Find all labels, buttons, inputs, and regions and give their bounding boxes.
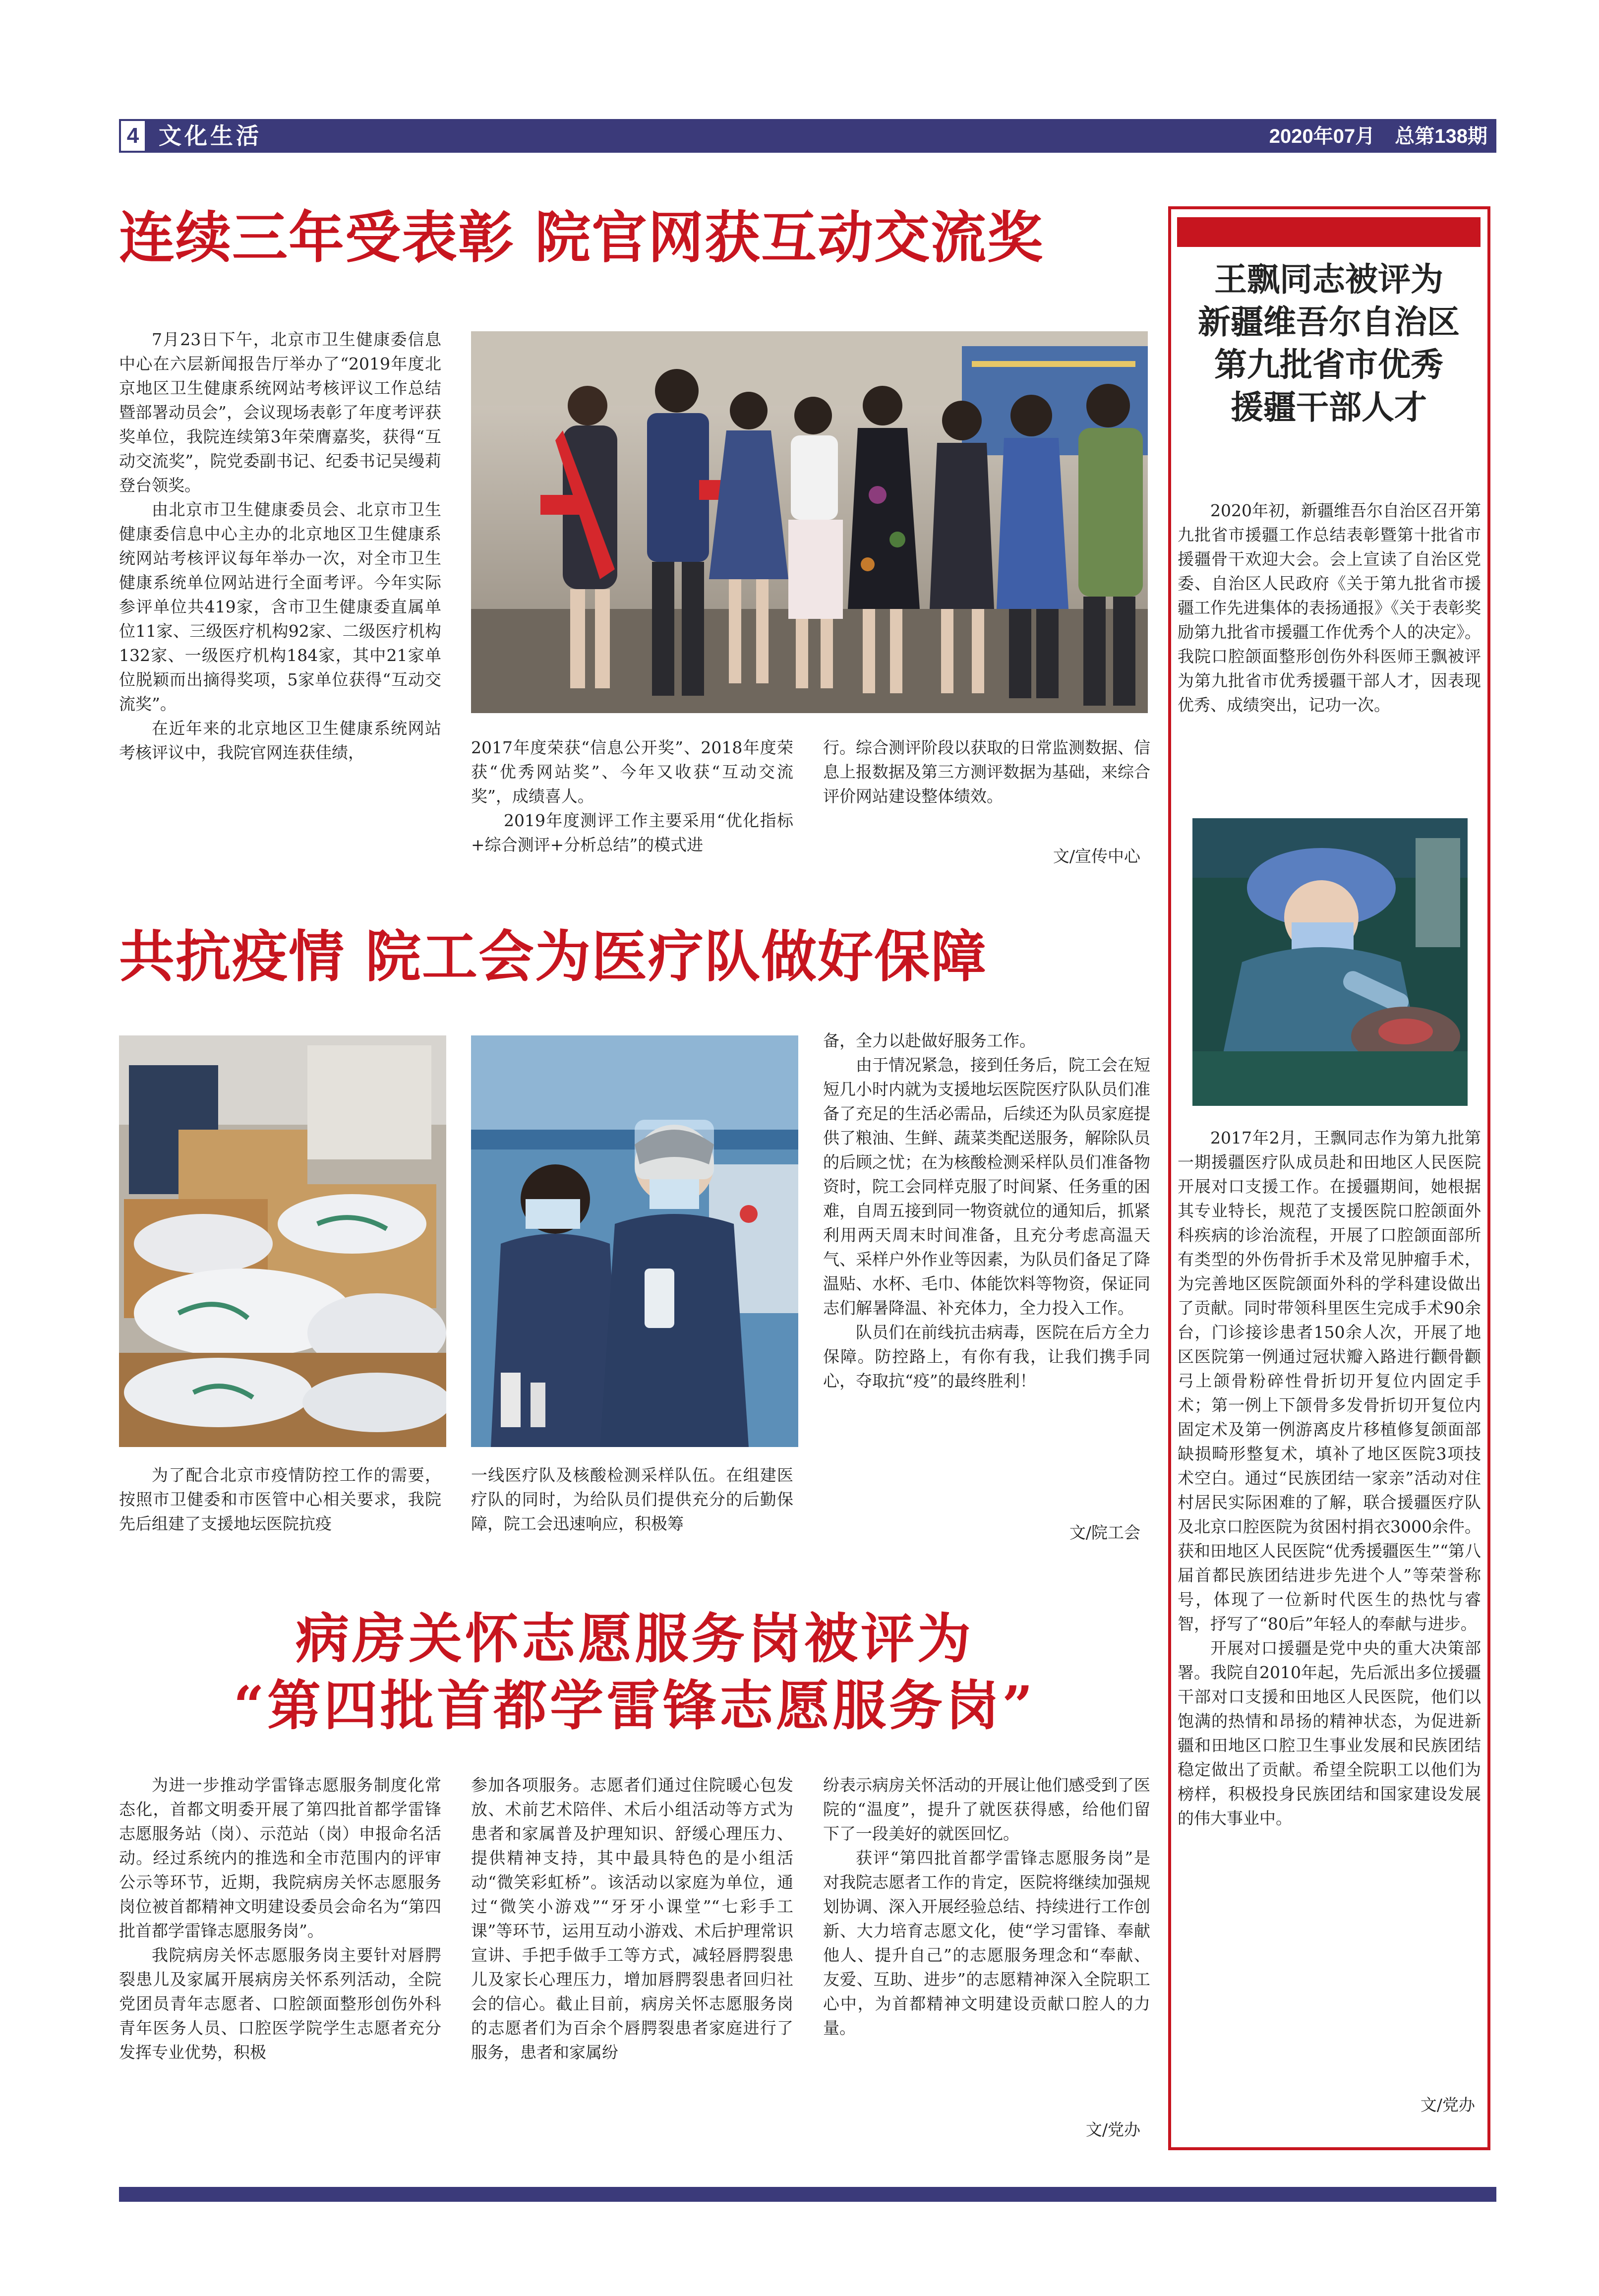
issue-info: 2020年07月 总第138期 xyxy=(1269,125,1487,147)
supplies-boxes-photo xyxy=(119,1035,446,1447)
sidebar-title xyxy=(1170,258,1487,428)
article3-title-line2: “第四批首都学雷锋志愿服务岗” xyxy=(233,1675,1036,1737)
article3-col1-p2: 我院病房关怀志愿服务岗主要针对唇腭裂患儿及家属开展病房关怀系列活动，全院党团员青年志愿者、口腔颌面整形创伤外科青年医务人员、口腔医学院学生志愿者充分发挥专业优势，积极 xyxy=(119,1945,441,2062)
article2-col3 xyxy=(823,1028,1150,1393)
sidebar-top-bar xyxy=(1177,217,1481,247)
article1-col1 xyxy=(119,327,441,765)
sidebar-title-line2: 新疆维吾尔自治区 xyxy=(1198,302,1460,341)
article1-byline: 文/宣传中心 xyxy=(1053,846,1140,866)
page-number: 4 xyxy=(119,119,147,153)
sidebar-byline: 文/党办 xyxy=(1420,2095,1475,2115)
article3-byline: 文/党办 xyxy=(1085,2120,1140,2139)
award-ceremony-photo xyxy=(471,331,1148,713)
article2-title: 共抗疫情 院工会为医疗队做好保障 xyxy=(119,924,987,989)
article1-col1-p1: 7月23日下午，北京市卫生健康委信息中心在六层新闻报告厅举办了“2019年度北京地区卫生健康系统网站考核评议工作总结暨部署动员会”，会议现场表彰了年度考评获奖单位，我院连续第3年荣膺嘉奖，获得“互动交流奖”，院党委副书记、纪委书记吴缦莉登台领奖。 xyxy=(119,330,441,495)
article2-col2-p1: 一线医疗队及核酸检测采样队伍。在组建医疗队的同时，为给队员们提供充分的后勤保障，院工会迅速响应，积极筹 xyxy=(471,1465,793,1533)
sidebar-title-line4: 援疆干部人才 xyxy=(1231,388,1427,426)
article1-col3 xyxy=(823,735,1150,808)
article1-col2-p1: 2017年度荣获“信息公开奖”、2018年度荣获“优秀网站奖”、今年又收获“互动交流奖”，成绩喜人。 xyxy=(471,738,793,806)
article2-col3-p2: 由于情况紧急，接到任务后，院工会在短短几小时内就为支援地坛医院医疗队队员们准备了充足的生活必需品，后续还为队员家庭提供了粮油、生鲜、蔬菜类配送服务，解除队员的后顾之忧；在为核酸检测采样队员们准备物资时，院工会同样克服了时间紧、任务重的困难，自周五接到同一物资就位的通知后，抓紧利用两天周末时间准备，且充分考虑高温天气、采样户外作业等因素，为队员们备足了降温贴、水杯、毛巾、体能饮料等物资，保证同志们解暑降温、补充体力，全力投入工作。 xyxy=(823,1055,1150,1318)
article3-col2 xyxy=(471,1773,793,2064)
article2-col3-p3: 队员们在前线抗击病毒，医院在后方全力保障。防控路上，有你有我，让我们携手同心，夺取抗“疫”的最终胜利！ xyxy=(823,1323,1150,1390)
article3-col1 xyxy=(119,1773,441,2064)
article2-byline: 文/院工会 xyxy=(1069,1523,1140,1542)
article1-col3-p1: 行。综合测评阶段以获取的日常监测数据、信息上报数据及第三方测评数据为基础，来综合评价网站建设整体绩效。 xyxy=(823,738,1150,806)
article3-col3-p2: 获评“第四批首都学雷锋志愿服务岗”是对我院志愿者工作的肯定，医院将继续加强规划协调、深入开展经验总结、持续进行工作创新、大力培育志愿文化，使“学习雷锋、奉献他人、提升自己”的志愿服务理念和“奉献、友爱、互助、进步”的志愿精神深入全院职工心中，为首都精神文明建设贡献口腔人的力量。 xyxy=(823,1848,1150,2038)
sidebar-para2 xyxy=(1178,1126,1481,1830)
sidebar-para2-p1: 2017年2月，王飘同志作为第九批第一期援疆医疗队成员赴和田地区人民医院开展对口支援工作。在援疆期间，她根据其专业特长，规范了支援医院口腔颌面外科疾病的诊治流程，开展了口腔颌面部所有类型的外伤骨折手术及常见肿瘤手术，为完善地区医院颌面外科的学科建设做出了贡献。同时带领科里医生完成手术90余台，门诊接诊患者150余人次，开展了地区医院第一例通过冠状瓣入路进行颧骨颧弓上颌骨粉碎性骨折切开复位内固定手术；第一例上下颌骨多发骨折切开复位内固定术及第一例游离皮片移植修复颌面部缺损畸形整复术，填补了地区医院3项技术空白。通过“民族团结一家亲”活动对住村居民实际困难的了解，联合援疆医疗队及北京口腔医院为贫困村捐衣3000余件。获和田地区人民医院“优秀援疆医生”“第八届首都民族团结进步先进个人”等荣誉称号，体现了一位新时代医生的热忱与睿智，抒写了“80后”年轻人的奉献与进步。 xyxy=(1178,1128,1481,1633)
sidebar-para1 xyxy=(1178,498,1481,717)
article1-col2-p2: 2019年度测评工作主要采用“优化指标+综合测评+分析总结”的模式进 xyxy=(471,811,793,854)
article1-title: 连续三年受表彰 院官网获互动交流奖 xyxy=(119,205,1044,270)
article2-col1-p1: 为了配合北京市疫情防控工作的需要，按照市卫健委和市医管中心相关要求，我院先后组建了支援地坛医院抗疫 xyxy=(119,1465,441,1533)
article3-col2-p1: 参加各项服务。志愿者们通过住院暖心包发放、术前艺术陪伴、术后小组活动等方式为患者和家属普及护理知识、舒缓心理压力、提供精神支持，其中最具特色的是小组活动“微笑彩虹桥”。该活动以家庭为单位，通过“微笑小游戏”“牙牙小课堂”“七彩手工课”等环节，运用互动小游戏、术后护理常识宣讲、手把手做手工等方式，减轻唇腭裂患儿及家长心理压力，增加唇腭裂患者回归社会的信心。截止目前，病房关怀志愿服务岗的志愿者们为百余个唇腭裂患者家庭进行了服务，患者和家属纷 xyxy=(471,1775,793,2062)
surgeon-photo xyxy=(1192,818,1468,1106)
section-name: 文化生活 xyxy=(159,122,262,149)
article2-col1 xyxy=(119,1463,441,1536)
article3-col1-p1: 为进一步推动学雷锋志愿服务制度化常态化，首都文明委开展了第四批首都学雷锋志愿服务站（岗）、示范站（岗）申报命名活动。经过系统内的推选和全市范围内的评审公示等环节，近期，我院病房关怀志愿服务岗位被首都精神文明建设委员会命名为“第四批首都学雷锋志愿服务岗”。 xyxy=(119,1775,441,1940)
sidebar-title-line1: 王飘同志被评为 xyxy=(1214,260,1443,299)
footer-bar xyxy=(119,2187,1496,2202)
article2-col3-p1: 备，全力以赴做好服务工作。 xyxy=(823,1031,1036,1050)
sidebar-para1-p1: 2020年初，新疆维吾尔自治区召开第九批省市援疆工作总结表彰暨第十批省市援疆骨干欢迎大会。会上宣读了自治区党委、自治区人民政府《关于第九批省市援疆工作先进集体的表扬通报》《关于表彰奖励第九批省市援疆工作优秀个人的决定》。我院口腔颌面整形创伤外科医师王飘被评为第九批省市优秀援疆干部人才，因表现优秀、成绩突出，记功一次。 xyxy=(1178,501,1481,715)
medical-team-photo xyxy=(471,1035,798,1447)
article3-col3 xyxy=(823,1773,1150,2040)
article1-col1-p2: 由北京市卫生健康委员会、北京市卫生健康委信息中心主办的北京地区卫生健康系统网站考核评议每年举办一次，对全市卫生健康系统单位网站进行全面考评。今年实际参评单位共419家，含市卫生健康委直属单位11家、三级医疗机构92家、二级医疗机构132家、一级医疗机构184家，其中21家单位脱颖而出摘得奖项，5家单位获得“互动交流奖”。 xyxy=(119,500,441,714)
article3-title-line1: 病房关怀志愿服务岗被评为 xyxy=(295,1608,974,1670)
sidebar-title-line3: 第九批省市优秀 xyxy=(1214,345,1443,384)
article1-col1-p3: 在近年来的北京地区卫生健康系统网站考核评议中，我院官网连获佳绩， xyxy=(119,719,441,762)
sidebar-para2-p2: 开展对口援疆是党中央的重大决策部署。我院自2010年起，先后派出多位援疆干部对口支援和田地区人民医院，他们以饱满的热情和昂扬的精神状态，为促进新疆和田地区口腔卫生事业发展和民族团结稳定做出了贡献。希望全院职工以他们为榜样，积极投身民族团结和国家建设发展的伟大事业中。 xyxy=(1178,1638,1481,1828)
article1-col2 xyxy=(471,735,793,857)
article2-col2 xyxy=(471,1463,793,1536)
article3-col3-p1: 纷表示病房关怀活动的开展让他们感受到了医院的“温度”，提升了就医获得感，给他们留下了一段美好的就医回忆。 xyxy=(823,1775,1150,1843)
